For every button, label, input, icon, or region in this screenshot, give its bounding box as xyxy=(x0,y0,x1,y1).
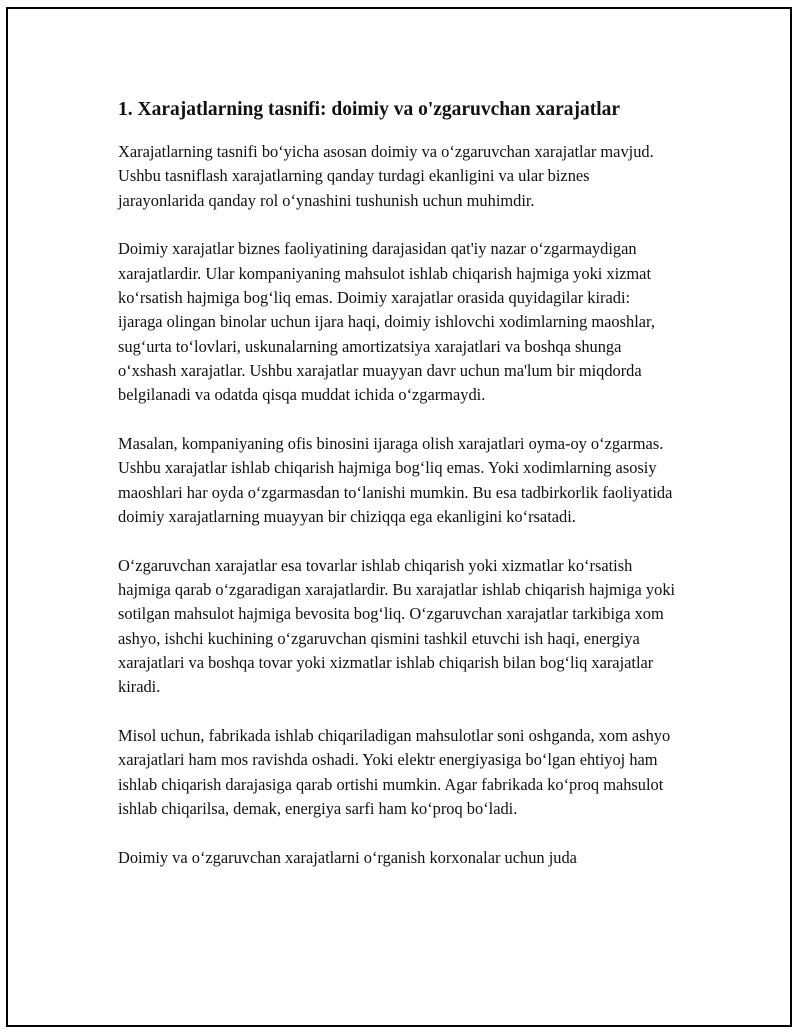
paragraph-intro: Xarajatlarning tasnifi bo‘yicha asosan doimiy va o‘zgaruvchan xarajatlar mavjud. Ushbu tasniflash xarajatlarning qanday turdagi ekanligini va ular biznes jarayonlarida qanday rol o‘ynashini tushunish uchun muhimdir. xyxy=(118,142,654,210)
document-page xyxy=(6,7,792,1027)
paragraph-fixed-costs-example: Masalan, kompaniyaning ofis binosini ijaraga olish xarajatlari oyma-oy o‘zgarmas. Ushbu xarajatlar ishlab chiqarish hajmiga bog‘liq emas. Yoki xodimlarning asosiy maoshlari har oyda o‘zgarmasdan to‘lanishi mumkin. Bu esa tadbirkorlik faoliyatida doimiy xarajatlarning muayyan bir chiziqqa ega ekanligini ko‘rsatadi. xyxy=(118,433,673,526)
section-heading: 1. Xarajatlarning tasnifi: doimiy va o'zgaruvchan xarajatlar xyxy=(118,99,621,120)
paragraph-variable-costs: O‘zgaruvchan xarajatlar esa tovarlar ishlab chiqarish yoki xizmatlar ko‘rsatish hajmiga qarab o‘zgaradigan xarajatlardir. Bu xarajatlar ishlab chiqarish hajmiga yoki sotilgan mahsulot hajmiga bevosita bog‘liq. O‘zgaruvchan xarajatlar tarkibiga xom ashyo, ishchi kuchining o‘zgaruvchan qismini tashkil etuvchi ish haqi, energiya xarajatlari va boshqa tovar yoki xizmatlar ishlab chiqarish bilan bog‘liq xarajatlar kiradi. xyxy=(118,555,676,697)
paragraph-conclusion: Doimiy va o‘zgaruvchan xarajatlarni o‘rganish korxonalar uchun juda xyxy=(118,847,577,867)
document-body xyxy=(118,97,678,894)
paragraph-variable-costs-example: Misol uchun, fabrikada ishlab chiqariladigan mahsulotlar soni oshganda, xom ashyo xarajatlari ham mos ravishda oshadi. Yoki elektr energiyasiga bo‘lgan ehtiyoj ham ishlab chiqarish darajasiga qarab ortishi mumkin. Agar fabrikada ko‘proq mahsulot ishlab chiqarilsa, demak, energiya sarfi ham ko‘proq bo‘ladi. xyxy=(118,725,671,818)
paragraph-fixed-costs: Doimiy xarajatlar biznes faoliyatining darajasidan qat'iy nazar o‘zgarmaydigan xarajatlardir. Ular kompaniyaning mahsulot ishlab chiqarish hajmiga yoki xizmat ko‘rsatish hajmiga bog‘liq emas. Doimiy xarajatlar orasida quyidagilar kiradi: ijaraga olingan binolar uchun ijara haqi, doimiy ishlovchi xodimlarning maoshlar, sug‘urta to‘lovlari, uskunalarning amortizatsiya xarajatlari va boshqa shunga o‘xshash xarajatlar. Ushbu xarajatlar muayyan davr uchun ma'lum bir miqdorda belgilanadi va odatda qisqa muddat ichida o‘zgarmaydi. xyxy=(118,239,655,405)
